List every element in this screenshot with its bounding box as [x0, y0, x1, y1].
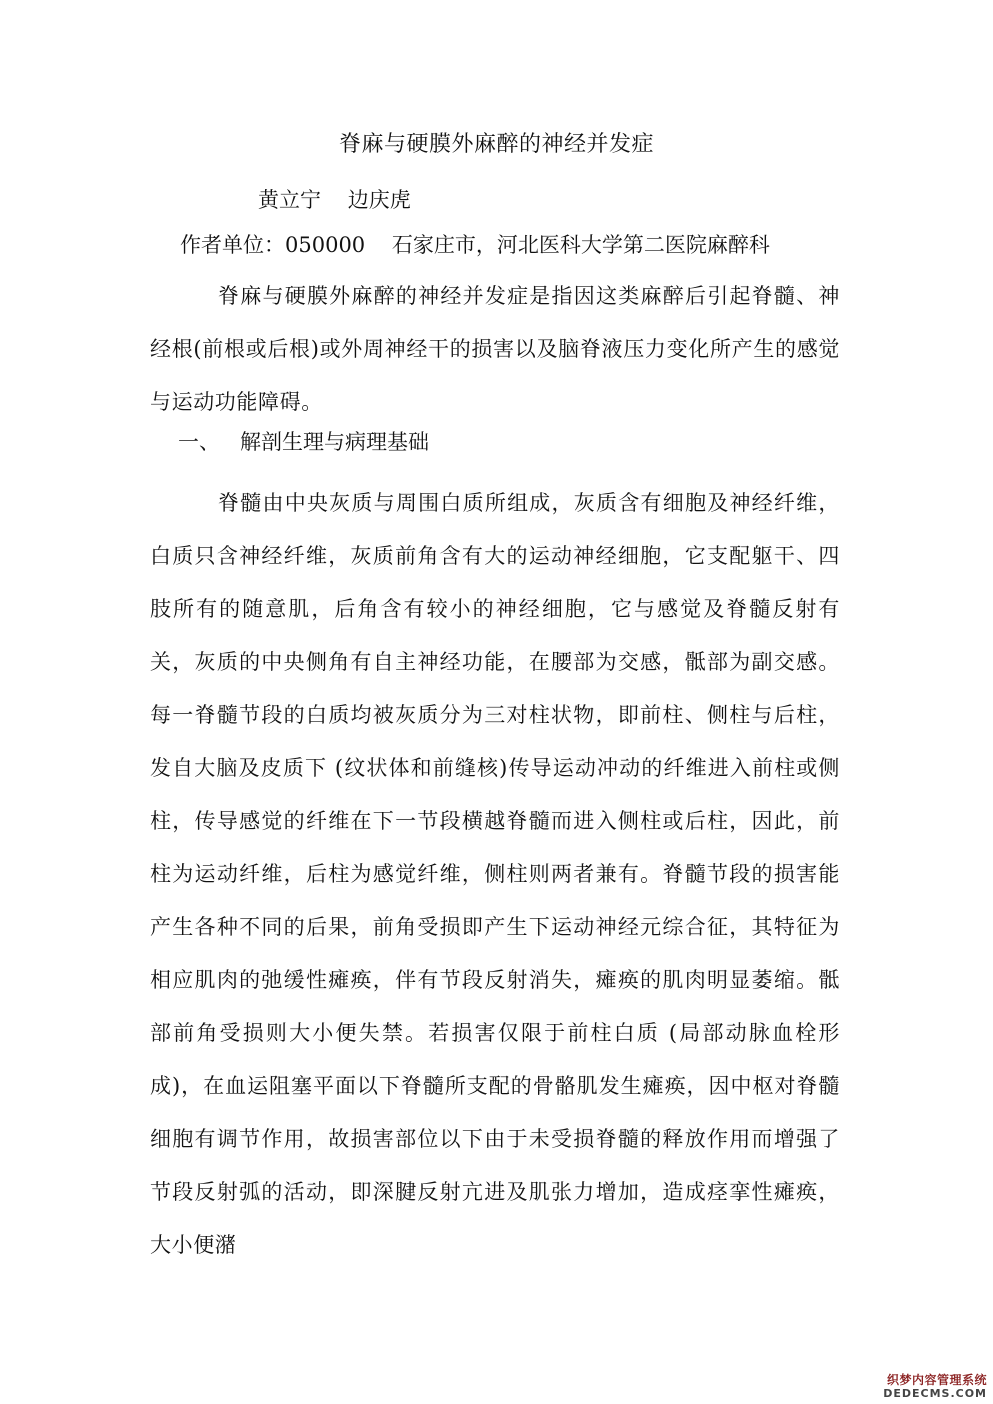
watermark-logo — [879, 1373, 987, 1400]
watermark-line2: DEDECMS.COM — [883, 1387, 987, 1400]
intro-paragraph: 脊麻与硬膜外麻醉的神经并发症是指因这类麻醉后引起脊髓、神经根(前根或后根)或外周神经干的损害以及脑脊液压力变化所产生的感觉与运动功能障碍。 — [150, 284, 840, 414]
document-title: 脊麻与硬膜外麻醉的神经并发症 — [338, 132, 654, 157]
body-paragraph: 脊髓由中央灰质与周围白质所组成，灰质含有细胞及神经纤维，白质只含神经纤维，灰质前角含有大的运动神经细胞，它支配躯干、四肢所有的随意肌，后角含有较小的神经细胞，它与感觉及脊髓反射有关，灰质的中央侧角有自主神经功能，在腰部为交感，骶部为副交感。每一脊髓节段的白质均被灰质分为三对柱状物，即前柱、侧柱与后柱，发自大脑及皮质下 (纹状体和前缝核)传导运动冲动的纤维进入前柱或侧柱，传导感觉的纤维在下一节段横越脊髓而进入侧柱或后柱，因此，前柱为运动纤维，后柱为感觉纤维，侧柱则两者兼有。脊髓节段的损害能产生各种不同的后果，前角受损即产生下运动神经元综合征，其特征为相应肌肉的弛缓性瘫痪，伴有节段反射消失，瘫痪的肌肉明显萎缩。骶部前角受损则大小便失禁。若损害仅限于前柱白质 (局部动脉血栓形成)，在血运阻塞平面以下脊髓所支配的骨骼肌发生瘫痪，因中枢对脊髓细胞有调节作用，故损害部位以下由于未受损脊髓的释放作用而增强了节段反射弧的活动，即深腱反射亢进及肌张力增加，造成痉挛性瘫痪，大小便潴 — [150, 491, 840, 1257]
section-heading: 一、 解剖生理与病理基础 — [178, 430, 430, 454]
author-names: 黄立宁 边庆虎 — [258, 188, 411, 212]
author-affiliation: 作者单位：050000 石家庄市，河北医科大学第二医院麻醉科 — [180, 233, 770, 257]
watermark-line1: 织梦内容管理系统 — [886, 1373, 987, 1387]
